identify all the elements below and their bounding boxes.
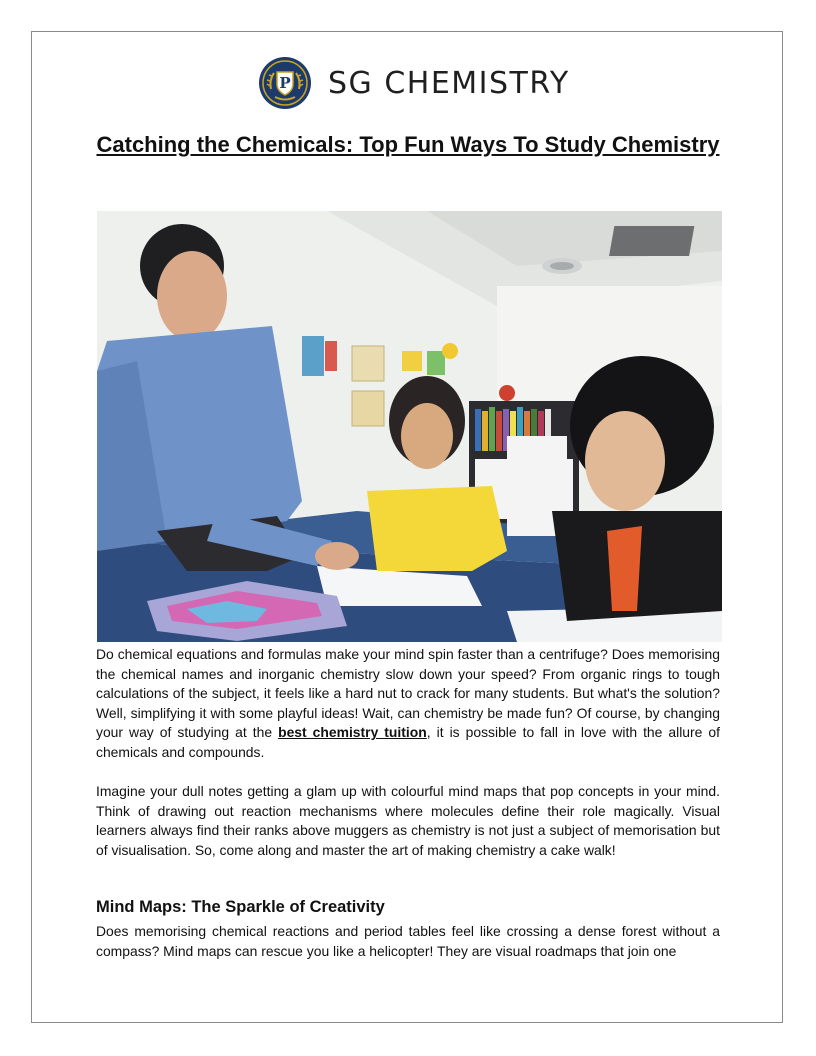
section-heading-mind-maps: Mind Maps: The Sparkle of Creativity <box>96 898 385 916</box>
mind-maps-paragraph: Does memorising chemical reactions and period tables feel like crossing a dense forest without a compass? Mind maps can rescue you like a helicopter! They are visual roadmaps that join one <box>96 923 720 959</box>
hero-photo <box>97 211 722 642</box>
visual-learning-paragraph: Imagine your dull notes getting a glam up with colourful mind maps that pop concepts in your mind. Think of drawing out reaction mechanisms where molecules define their role magically. Visual learners always find their ranks above muggers as chemistry is not just a subject of memorisation but of visualisation. So, come along and master the art of making chemistry a cake walk! <box>96 783 720 858</box>
intro-text-end: , it is possible to fall in love with the allure of chemicals and compounds. <box>96 724 720 760</box>
best-chemistry-tuition-link[interactable]: best chemistry tuition <box>278 724 427 740</box>
document-title: Catching the Chemicals: Top Fun Ways To Study Chemistry <box>96 132 720 157</box>
academy-seal-icon <box>258 56 312 110</box>
brand-logo <box>258 56 570 110</box>
seal-letter: P <box>279 74 291 92</box>
brand-name: SG CHEMISTRY <box>328 65 570 101</box>
intro-text-start: Do chemical equations and formulas make your mind spin faster than a centrifuge? Does memorising the chemical names and inorganic chemistry slow down your speed? From organic rings to tough calculations of the subject, it feels like a hard nut to crack for many students. But what's the solution? Well, simplifying it with some playful ideas! Wait, can chemistry be made fun? Of course, by changing your way of studying at the <box>96 646 720 740</box>
intro-paragraph <box>96 645 720 762</box>
